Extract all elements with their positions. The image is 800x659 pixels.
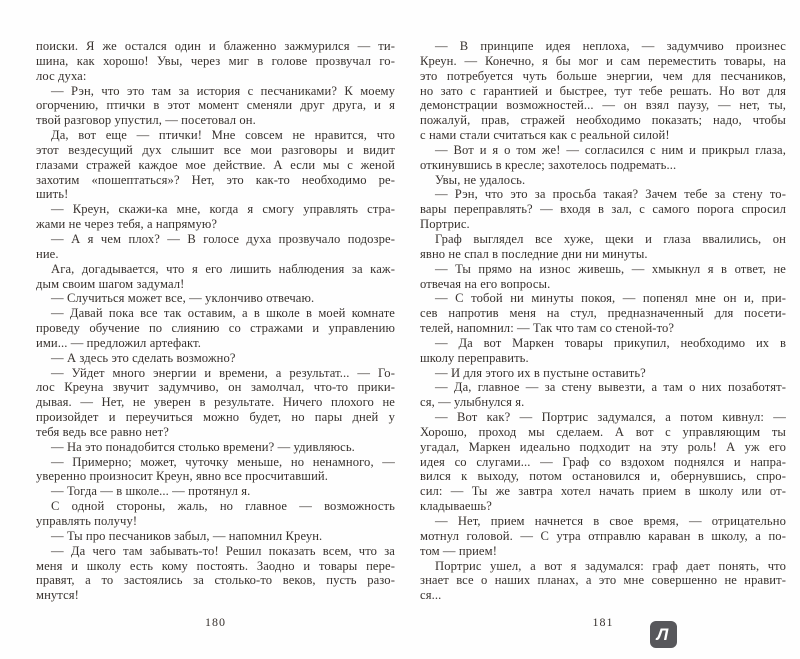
text-line: этот вездесущий дух слышит все мои разговоры и видит: [36, 142, 395, 157]
text-line: ими... — предложил артефакт.: [36, 335, 201, 350]
text-line: — С тобой ни минуты покоя, — попенял мне он и, при-: [435, 291, 786, 306]
text-line: меня и школу есть кому постоять. Заодно и товары пере-: [36, 558, 395, 573]
text-line: ние.: [36, 246, 59, 261]
text-line: — А я чем плох? — В голосе духа прозвучало подозре-: [51, 231, 395, 246]
text-line: это потребуется чуть больше энергии, чем для песчаников,: [420, 68, 786, 83]
text-line: — Да вот Маркен товары прикупил, необходимо их в: [435, 335, 786, 350]
text-line: идея со слугами... — Граф со вздохом поднялся и напра-: [420, 454, 786, 469]
text-line: — Рэн, что это там за история с песчаниками? К моему: [51, 83, 395, 98]
text-line: глазами стражей каждое мое действие. А если мы с женой: [36, 157, 395, 172]
text-line: — Креун, скажи-ка мне, когда я смогу управлять стра-: [51, 202, 395, 217]
text-line: — Нет, прием начнется в свое время, — отрицательно: [435, 514, 786, 528]
text-line: кладываешь?: [420, 499, 492, 514]
text-line: дым своим шагом задумал!: [36, 276, 185, 291]
text-line: — Вот как? — Портрис задумался, а потом кивнул: —: [435, 410, 786, 425]
text-line: шить!: [36, 187, 69, 202]
text-line: шина, как хорошо! Увы, через миг в голове прозвучал го-: [36, 53, 395, 68]
text-line: твой разговор упустил, — посетовал он.: [36, 113, 256, 128]
page-180: [36, 39, 395, 630]
text-line: Ага, догадывается, что я его лишить наблюдения за каж-: [51, 261, 395, 276]
text-line: явно не спал в последние дни ни минуты.: [420, 246, 648, 261]
text-line: мотнул головой. — С утра отправлю караван в школу, а по-: [420, 528, 786, 543]
text-line: — В принципе идея неплоха, — задумчиво произнес: [435, 39, 786, 53]
text-line: вары переправлять? — входя в зал, с самого порога спросил: [420, 202, 786, 217]
text-line: сил: — Ты же завтра хотел начать прием в школу или от-: [420, 484, 786, 499]
text-line: произойдет и переучиться можно будет, но пары дней у: [36, 410, 395, 425]
labirint-watermark-icon: [650, 621, 677, 648]
text-line: школу переправить.: [420, 350, 529, 365]
text-line: поиски. Я же остался один и блаженно зажмурился — ти-: [36, 39, 395, 53]
text-line: лос духа:: [36, 68, 87, 83]
text-line: Креун. — Конечно, я бы мог и сам переместить товары, на: [420, 53, 786, 68]
text-line: угадал, Маркен идеально подходит на эту роль! А уж его: [420, 439, 786, 454]
text-line: уверенно произносит Креун, явно все просчитавший.: [36, 469, 329, 484]
text-line: С одной стороны, жаль, но главное — возможность: [51, 499, 395, 514]
text-line: — Ты прямо на износ живешь, — хмыкнул я в ответ, не: [435, 261, 786, 276]
text-line: том — прием!: [420, 543, 497, 558]
text-line: Увы, не удалось.: [435, 172, 526, 187]
text-line: проведу обучение по слиянию со стражами и управлению: [36, 321, 395, 336]
text-line: — Вот и я о том же! — согласился с ним и прикрыл глаза,: [435, 142, 786, 157]
text-line: — Случиться может все, — уклончиво отвечаю.: [51, 291, 315, 306]
text-line: знает все о наших планах, а это мне совершенно не нравит-: [420, 573, 786, 588]
text-line: ся, — улыбнулся я.: [420, 395, 525, 410]
text-line: демонстрации возможностей... — он взял паузу, — нет, ты,: [420, 98, 786, 113]
page-number-right: 181: [592, 615, 614, 630]
text-line: — Да, главное — за стену вывезти, а там о них позаботят-: [435, 380, 786, 395]
text-line: — Уйдет много энергии и времени, а результат... — Го-: [51, 365, 395, 380]
text-line: огорчению, птички в этот момент сменяли друг друга, и я: [36, 98, 395, 113]
text-line: лос Креуна звучит задумчиво, он замолчал, что-то прики-: [36, 380, 395, 395]
text-line: отвечая на его вопросы.: [420, 276, 551, 291]
text-line: тебя ведь все равно нет?: [36, 424, 169, 439]
page-number-left: 180: [205, 615, 226, 630]
text-line: телей, напомнил: — Так что там со стеной-то?: [420, 321, 675, 336]
text-line: Граф выглядел все хуже, щеки и глаза ввалились, он: [435, 231, 786, 246]
text-line: Портрис ушел, а вот я задумался: граф дает понять, что: [435, 558, 786, 573]
text-line: — И для этого их в пустыне оставить?: [435, 365, 646, 380]
page-180-text: [36, 39, 395, 603]
text-line: пожалуй, прав, стражей необходимо показать; надо, чтобы: [420, 113, 786, 128]
text-line: но зато с гарантией и быстрее, тут тебе решать. Но вот для: [420, 83, 786, 98]
text-line: жами не через тебя, а напрямую?: [36, 217, 218, 232]
text-line: сев напротив меня на стул, предназначенный для посети-: [420, 306, 786, 321]
text-line: — Давай пока все так оставим, а в школе в моей комнате: [51, 306, 395, 321]
text-line: откинувшись в кресле; захотелось подремать...: [420, 157, 677, 172]
text-line: — А здесь это сделать возможно?: [51, 350, 236, 365]
text-line: Хорошо, проход мы сделаем. А вот с управляющим ты: [420, 424, 786, 439]
text-line: управлять получу!: [36, 514, 138, 528]
text-line: с нами стали считаться как с реальной силой!: [420, 128, 670, 143]
text-line: — Ты про песчаников забыл, — напомнил Креун.: [51, 528, 323, 543]
text-line: Портрис.: [420, 217, 470, 232]
text-line: вился к выходу, потом остановился и, обернувшись, спро-: [420, 469, 786, 484]
page-181: [420, 39, 786, 630]
text-line: ся...: [420, 588, 442, 603]
text-line: мнутся!: [36, 588, 79, 603]
page-181-text: [420, 39, 786, 603]
text-line: правят, а то застоялись за столько-то веков, пусть разо-: [36, 573, 395, 588]
text-line: — Рэн, что это за просьба такая? Зачем тебе за стену то-: [435, 187, 786, 202]
text-line: — Тогда — в школе... — протянул я.: [51, 484, 251, 499]
text-line: дывая. — Нет, не уверен в результате. Ничего плохого не: [36, 395, 395, 410]
text-line: — Примерно; может, чуточку меньше, но ненамного, —: [51, 454, 395, 469]
text-line: захотим «пошептаться»? Нет, это как-то необходимо ре-: [36, 172, 395, 187]
labirint-watermark-letter: Л: [656, 625, 669, 644]
text-line: — На это понадобится столько времени? — удивляюсь.: [51, 439, 355, 454]
text-line: Да, вот еще — птички! Мне совсем не нравится, что: [51, 128, 395, 143]
text-line: — Да чего там забывать-то! Решил показать всем, что за: [51, 543, 395, 558]
